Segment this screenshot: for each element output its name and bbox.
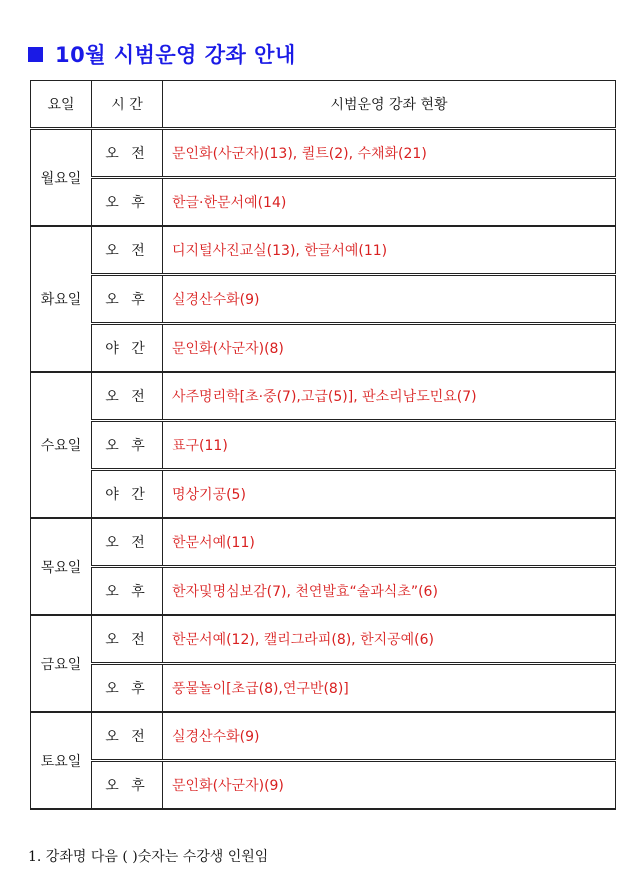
table-row [31,421,616,470]
time-cell: 오 전 [92,372,163,421]
page-title-text: 10월 시범운영 강좌 안내 [55,43,296,67]
course-cell: 문인화(사군자)(9) [163,761,616,810]
time-cell: 야 간 [92,470,163,519]
table-row [31,324,616,373]
time-cell: 오 후 [92,567,163,616]
table-row [31,567,616,616]
time-cell: 오 후 [92,761,163,810]
time-cell: 오 전 [92,129,163,178]
footnote: 1. 강좌명 다음 ( )숫자는 수강생 인원임 [28,849,269,865]
day-cell: 토요일 [31,712,92,809]
table-row [31,518,616,567]
table-row [31,761,616,810]
course-cell: 한문서예(11) [163,518,616,567]
time-cell: 오 후 [92,275,163,324]
time-cell: 오 전 [92,712,163,761]
course-cell: 문인화(사군자)(13), 퀼트(2), 수채화(21) [163,129,616,178]
course-cell: 한문서예(12), 캘리그라피(8), 한지공예(6) [163,615,616,664]
square-bullet-icon [28,47,43,62]
day-cell: 월요일 [31,129,92,227]
day-cell: 목요일 [31,518,92,615]
time-cell: 오 후 [92,664,163,713]
course-cell: 풍물놀이[초급(8),연구반(8)] [163,664,616,713]
course-cell: 실경산수화(9) [163,712,616,761]
time-cell: 야 간 [92,324,163,373]
table-row [31,372,616,421]
header-time: 시 간 [92,81,163,129]
table-row [31,615,616,664]
header-courses: 시범운영 강좌 현황 [163,81,616,129]
day-cell: 금요일 [31,615,92,712]
day-cell: 수요일 [31,372,92,518]
course-cell: 문인화(사군자)(8) [163,324,616,373]
time-cell: 오 후 [92,421,163,470]
day-cell: 화요일 [31,226,92,372]
course-cell: 명상기공(5) [163,470,616,519]
table-row [31,664,616,713]
table-row [31,178,616,227]
page-title [28,38,296,70]
table-row [31,226,616,275]
time-cell: 오 전 [92,518,163,567]
time-cell: 오 전 [92,226,163,275]
course-cell: 한글·한문서예(14) [163,178,616,227]
table-header-row [31,81,616,129]
header-day: 요일 [31,81,92,129]
table-row [31,129,616,178]
time-cell: 오 후 [92,178,163,227]
time-cell: 오 전 [92,615,163,664]
table-row [31,470,616,519]
course-cell: 사주명리학[초·중(7),고급(5)], 판소리남도민요(7) [163,372,616,421]
table-row [31,712,616,761]
course-cell: 한자및명심보감(7), 천연발효“술과식초”(6) [163,567,616,616]
course-cell: 디지털사진교실(13), 한글서예(11) [163,226,616,275]
table-row [31,275,616,324]
course-cell: 실경산수화(9) [163,275,616,324]
schedule-table [30,80,616,810]
course-cell: 표구(11) [163,421,616,470]
